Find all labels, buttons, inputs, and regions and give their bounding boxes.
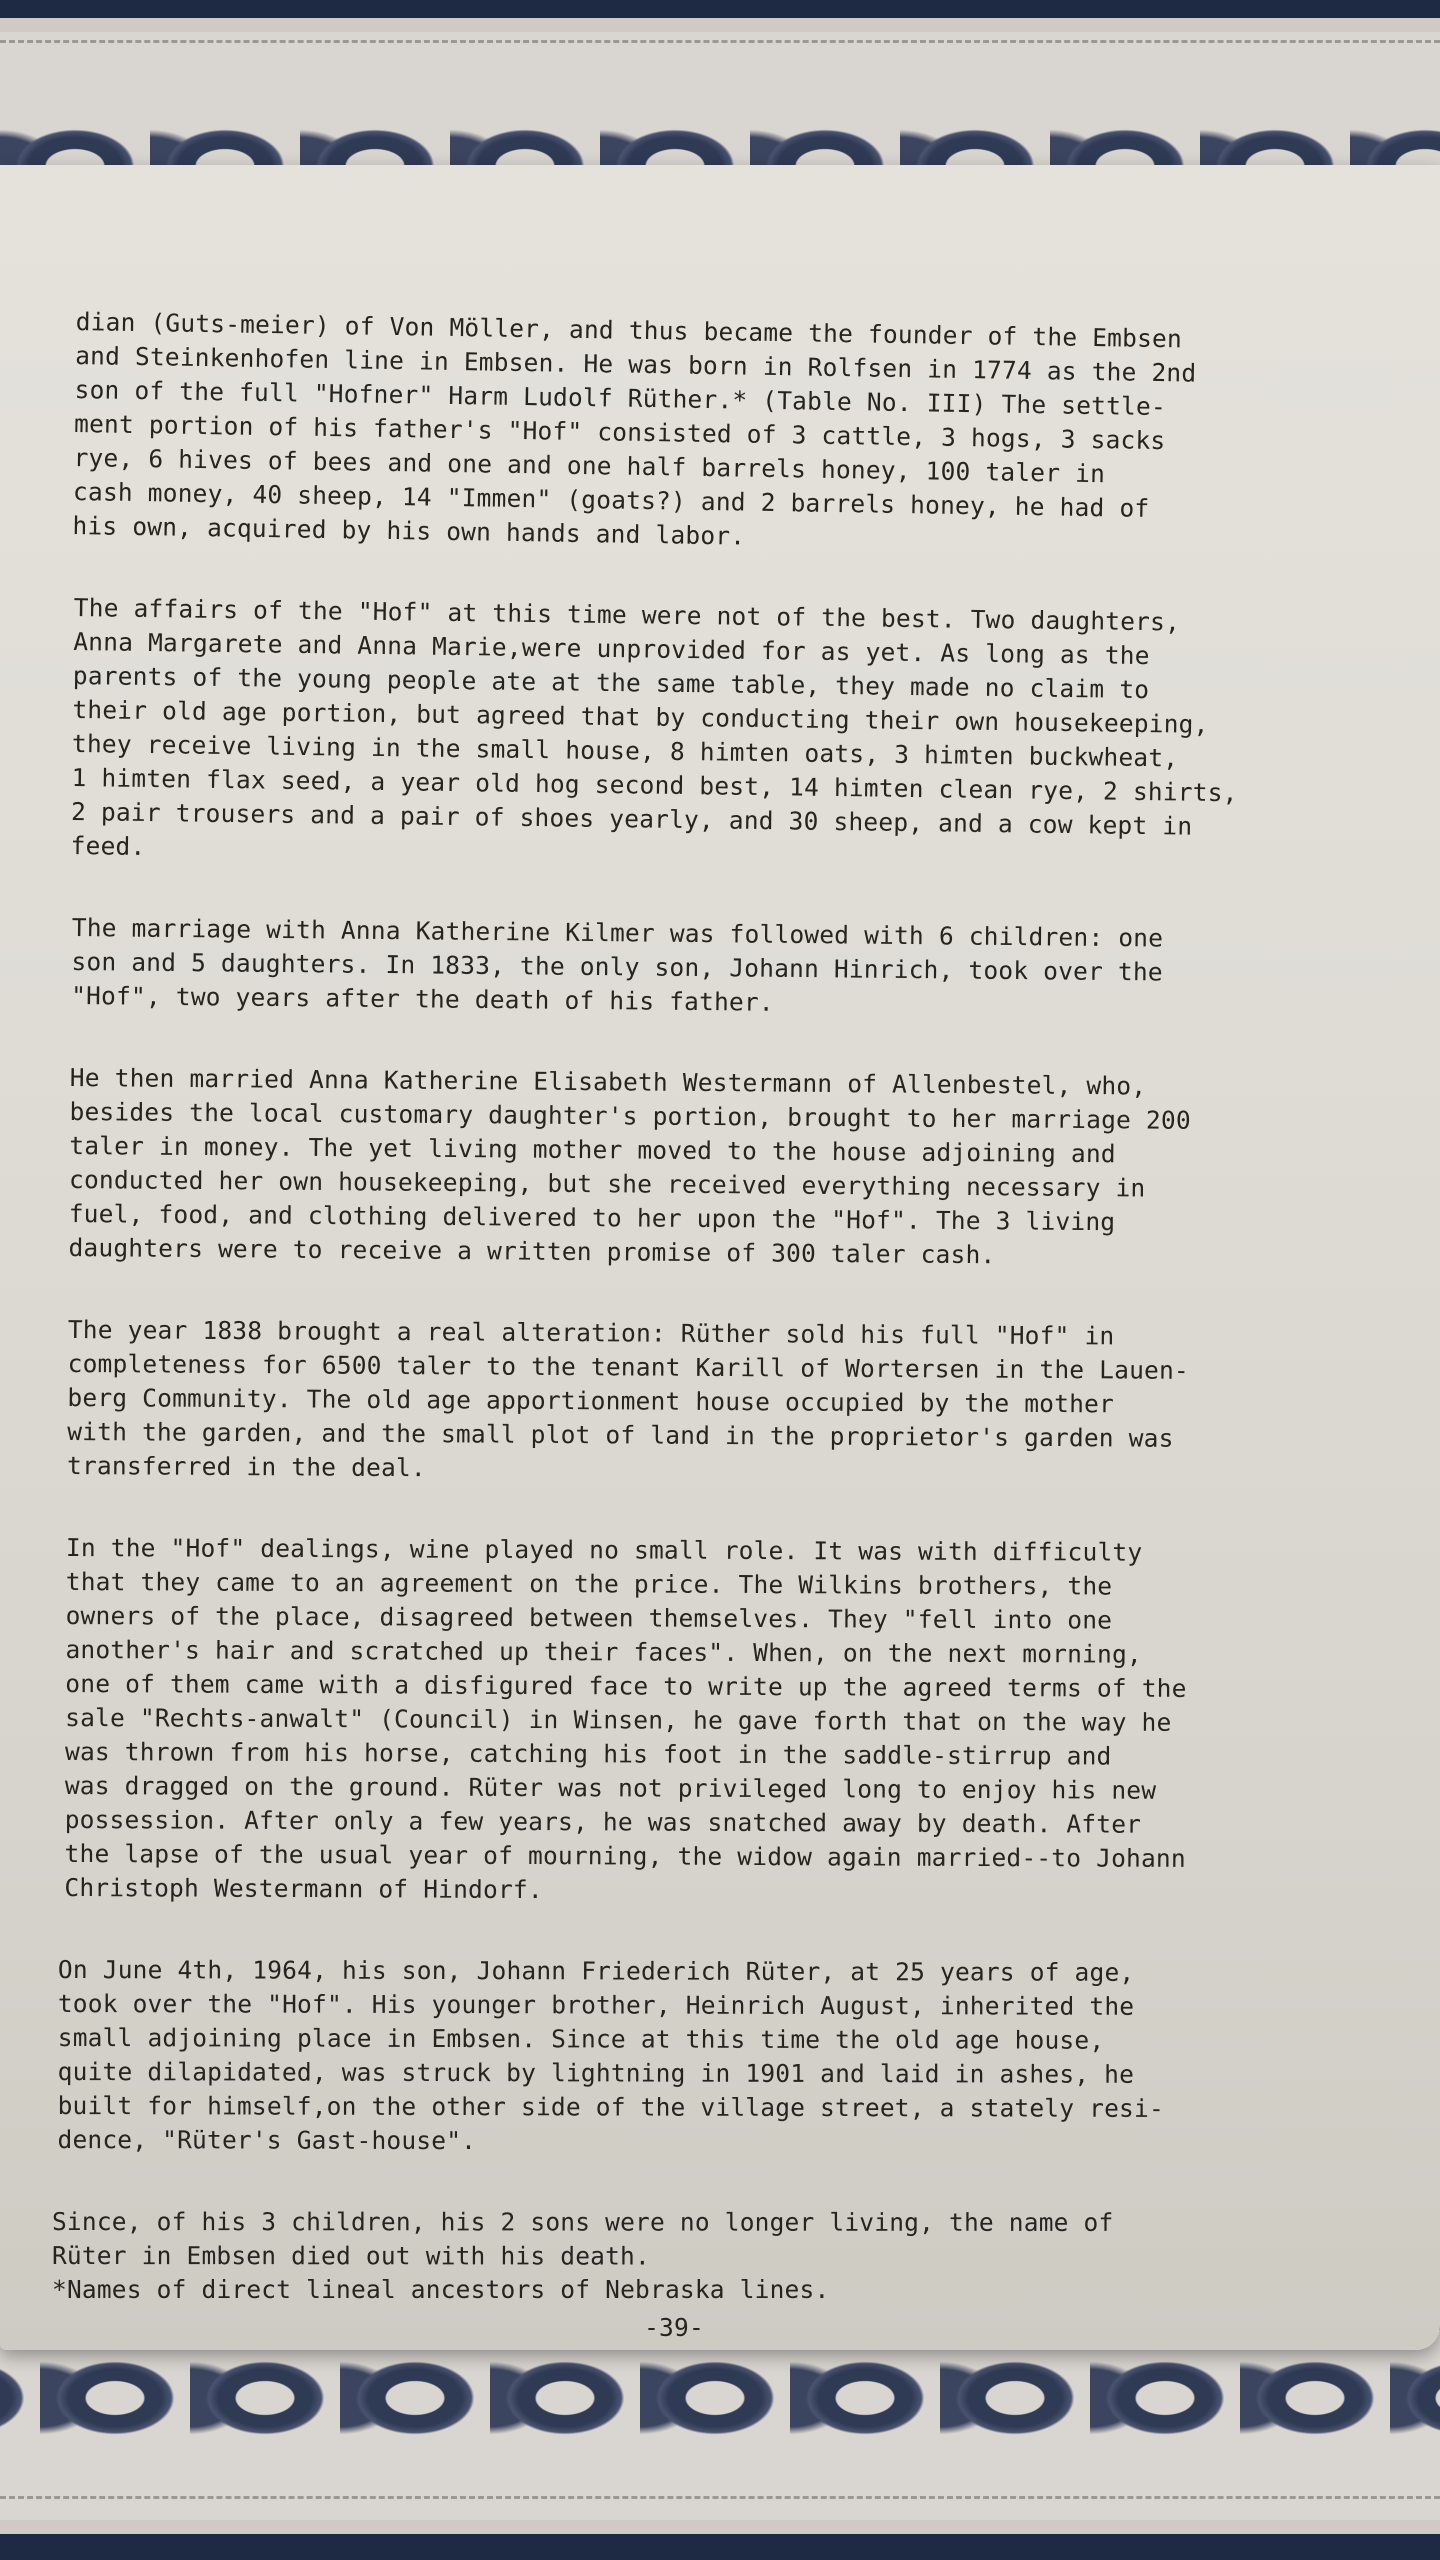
paragraph-7: On June 4th, 1964, his son, Johann Friederich Rüter, at 25 years of age, took over the "Hof". His younger brother, Heinrich August, inherited the small adjoining place in Embsen. Since at this time the old age house, quite dilapidated, was struck by lightning in 1901 and laid in ashes, he built for himself,on the other side of the village street, a stately resi- dence, "Rüter's Gast-house". bbox=[57, 1955, 1164, 2156]
paragraph-4: He then married Anna Katherine Elisabeth Westermann of Allenbestel, who, besides the local customary daughter's portion, brought to her marriage 200 taler in money. The yet living mother moved to the house adjoining and conducted her own housekeeping, but she received everything necessary in fuel, food, and clothing delivered to her upon the "Hof". The 3 living daughters were to receive a written promise of 300 taler cash. bbox=[68, 1063, 1191, 1270]
paragraph-6: In the "Hof" dealings, wine played no small role. It was with difficulty that they came to an agreement on the price. The Wilkins brothers, the owners of the place, disagreed between themselves. They "fell into one another's hair and scratched up their faces". When, on the next morning, one of them came with a disfigured face to write up the agreed terms of the sale "Rechts-anwalt" (Council) in Winsen, he gave forth that on the way he was thrown from his horse, catching his foot in the saddle-stirrup and was dragged on the ground. Rüter was not privileged long to enjoy his new possession. After only a few years, he was snatched away by death. After the lapse of the usual year of mourning, the widow again married--to Johann Christoph Westermann of Hindorf. bbox=[64, 1533, 1187, 1905]
paragraph-3: The marriage with Anna Katherine Kilmer was followed with 6 children: one son and 5 daughters. In 1833, the only son, Johann Hinrich, took over the "Hof", two years after the death of his father. bbox=[71, 912, 1164, 1017]
paragraph-2: The affairs of the "Hof" at this time were not of the best. Two daughters, Anna Margarete and Anna Marie,were unprovided for as yet. As long as the parents of the young people ate at the same table, they made no claim to their old age portion, but agreed that by conducting their own housekeeping, they receive living in the small house, 8 himten oats, 3 himten buckwheat, 1 himten flax seed, a year old hog second best, 14 himten clean rye, 2 shirts, 2 pair trousers and a pair of shoes yearly, and 30 sheep, and a cow kept in feed. bbox=[70, 592, 1238, 861]
woven-table-runner-bottom bbox=[0, 2330, 1440, 2534]
paragraph-8: Since, of his 3 children, his 2 sons were no longer living, the name of Rüter in Embsen died out with his death. bbox=[51, 2207, 1114, 2271]
footnote: *Names of direct lineal ancestors of Nebraska lines. bbox=[52, 2275, 830, 2304]
typed-page bbox=[0, 165, 1440, 2350]
runner-stitching-top bbox=[0, 40, 1440, 43]
paragraph-5: The year 1838 brought a real alteration: Rüther sold his full "Hof" in completeness for 6500 taler to the tenant Karill of Wortersen in the Lauen- berg Community. The old age apportionment house occupied by the mother with the garden, and the small plot of land in the proprietor's garden was transferred in the deal. bbox=[66, 1315, 1190, 1483]
paragraph-1: dian (Guts-meier) of Von Möller, and thus became the founder of the Embsen and Steinkenhofen line in Embsen. He was born in Rolfsen in 1774 as the 2nd son of the full "Hofner" Harm Ludolf Rüther.* (Table No. III) The settle- ment portion of his father's "Hof" consisted of 3 cattle, 3 hogs, 3 sacks rye, 6 hives of bees and one and one half barrels honey, 100 taler in cash money, 40 sheep, 14 "Immen" (goats?) and 2 barrels honey, he had of his own, acquired by his own hands and labor. bbox=[72, 306, 1197, 551]
runner-stitching-bottom bbox=[0, 2496, 1440, 2499]
page-number: -39- bbox=[644, 2313, 704, 2342]
typewritten-text bbox=[51, 305, 1298, 2345]
